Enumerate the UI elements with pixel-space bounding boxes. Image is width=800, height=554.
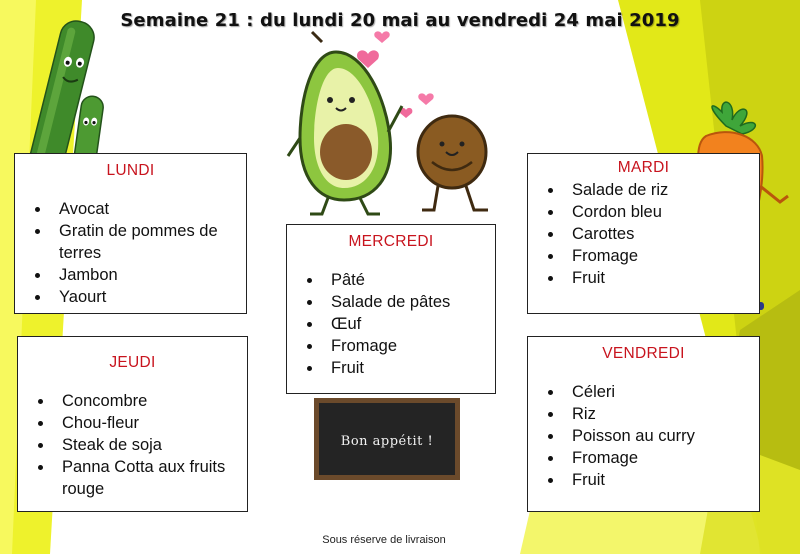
menu-item: • Chou-fleur: [54, 412, 247, 434]
menu-item: • Pâté: [323, 269, 495, 291]
avocado-kiwi-illustration: [282, 28, 502, 218]
day-title-lundi: LUNDI: [106, 162, 155, 179]
menu-item: • Salade de riz: [564, 179, 759, 201]
menu-item: • Yaourt: [51, 286, 246, 308]
menu-item: • Fruit: [564, 267, 759, 289]
menu-list-mardi: [528, 179, 759, 289]
menu-item: • Fromage: [564, 447, 759, 469]
menu-item: • Fromage: [323, 335, 495, 357]
chalkboard-text: Bon appétit !: [340, 434, 434, 449]
menu-list-jeudi: [18, 390, 247, 500]
footer-note: Sous réserve de livraison: [322, 534, 446, 546]
menu-item: • Poisson au curry: [564, 425, 759, 447]
menu-item: • Riz: [564, 403, 759, 425]
menu-item: • Fromage: [564, 245, 759, 267]
menu-item: • Céleri: [564, 381, 759, 403]
day-title-mardi: MARDI: [617, 159, 670, 176]
chalkboard-icon: [314, 398, 460, 480]
day-title-vendredi: VENDREDI: [602, 345, 685, 362]
day-title-mercredi: MERCREDI: [348, 233, 434, 250]
menu-item: • Carottes: [564, 223, 759, 245]
menu-item: • Steak de soja: [54, 434, 247, 456]
menu-item: • Fruit: [323, 357, 495, 379]
day-box-mercredi: [286, 224, 496, 394]
menu-list-lundi: [15, 198, 246, 308]
day-title-jeudi: JEUDI: [109, 354, 156, 371]
day-box-vendredi: [527, 336, 760, 512]
menu-item: • Fruit: [564, 469, 759, 491]
day-box-jeudi: [17, 336, 248, 512]
menu-item: • Jambon: [51, 264, 246, 286]
menu-item: • Gratin de pommes de terres: [51, 220, 246, 264]
menu-list-vendredi: [528, 381, 759, 491]
menu-item: • Cordon bleu: [564, 201, 759, 223]
page-title: Semaine 21 : du lundi 20 mai au vendredi 24 mai 2019: [120, 10, 680, 31]
menu-item: • Concombre: [54, 390, 247, 412]
menu-item: • Œuf: [323, 313, 495, 335]
day-box-mardi: [527, 153, 760, 314]
menu-item: • Avocat: [51, 198, 246, 220]
day-box-lundi: [14, 153, 247, 314]
menu-list-mercredi: [287, 269, 495, 379]
menu-item: • Salade de pâtes: [323, 291, 495, 313]
avocado-icon: [288, 32, 402, 214]
menu-item: • Panna Cotta aux fruits rouge: [54, 456, 247, 500]
kiwi-icon: [418, 116, 488, 210]
